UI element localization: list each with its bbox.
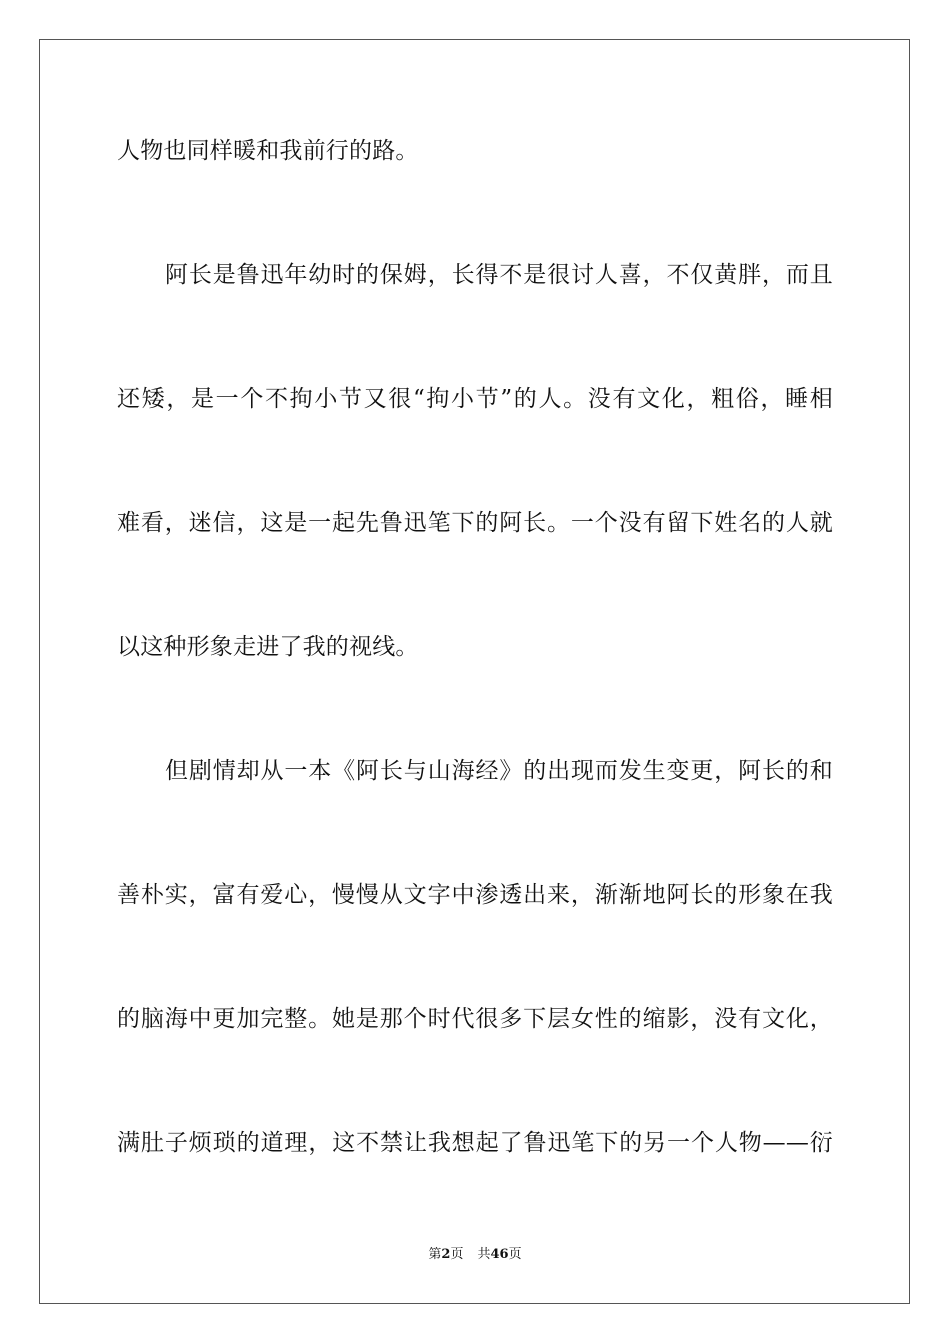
page-border — [39, 39, 910, 1304]
total-prefix: 共 — [477, 1247, 491, 1262]
text-line-4: 难看，迷信，这是一起先鲁迅笔下的阿长。一个没有留下姓名的人就 — [117, 510, 833, 536]
text-line-2: 阿长是鲁迅年幼时的保姆，长得不是很讨人喜，不仅黄胖，而且 — [165, 262, 833, 288]
total-pages: 46 — [490, 1247, 509, 1262]
text-line-7: 善朴实，富有爱心，慢慢从文字中渗透出来，渐渐地阿长的形象在我 — [117, 882, 833, 908]
text-line-9: 满肚子烦琐的道理，这不禁让我想起了鲁迅笔下的另一个人物——衍 — [117, 1130, 833, 1156]
text-line-3: 还矮，是一个不拘小节又很“拘小节”的人。没有文化，粗俗，睡相 — [117, 386, 833, 412]
page-number: 2 — [441, 1247, 451, 1262]
page-footer — [0, 1247, 950, 1263]
text-line-8: 的脑海中更加完整。她是那个时代很多下层女性的缩影，没有文化， — [117, 1006, 833, 1032]
text-line-6: 但剧情却从一本《阿长与山海经》的出现而发生变更，阿长的和 — [165, 758, 833, 784]
text-line-5: 以这种形象走进了我的视线。 — [117, 634, 419, 660]
page-prefix: 第 — [428, 1247, 442, 1262]
text-line-1: 人物也同样暖和我前行的路。 — [117, 138, 419, 164]
page-suffix: 页 — [450, 1247, 464, 1262]
total-suffix: 页 — [508, 1247, 522, 1262]
